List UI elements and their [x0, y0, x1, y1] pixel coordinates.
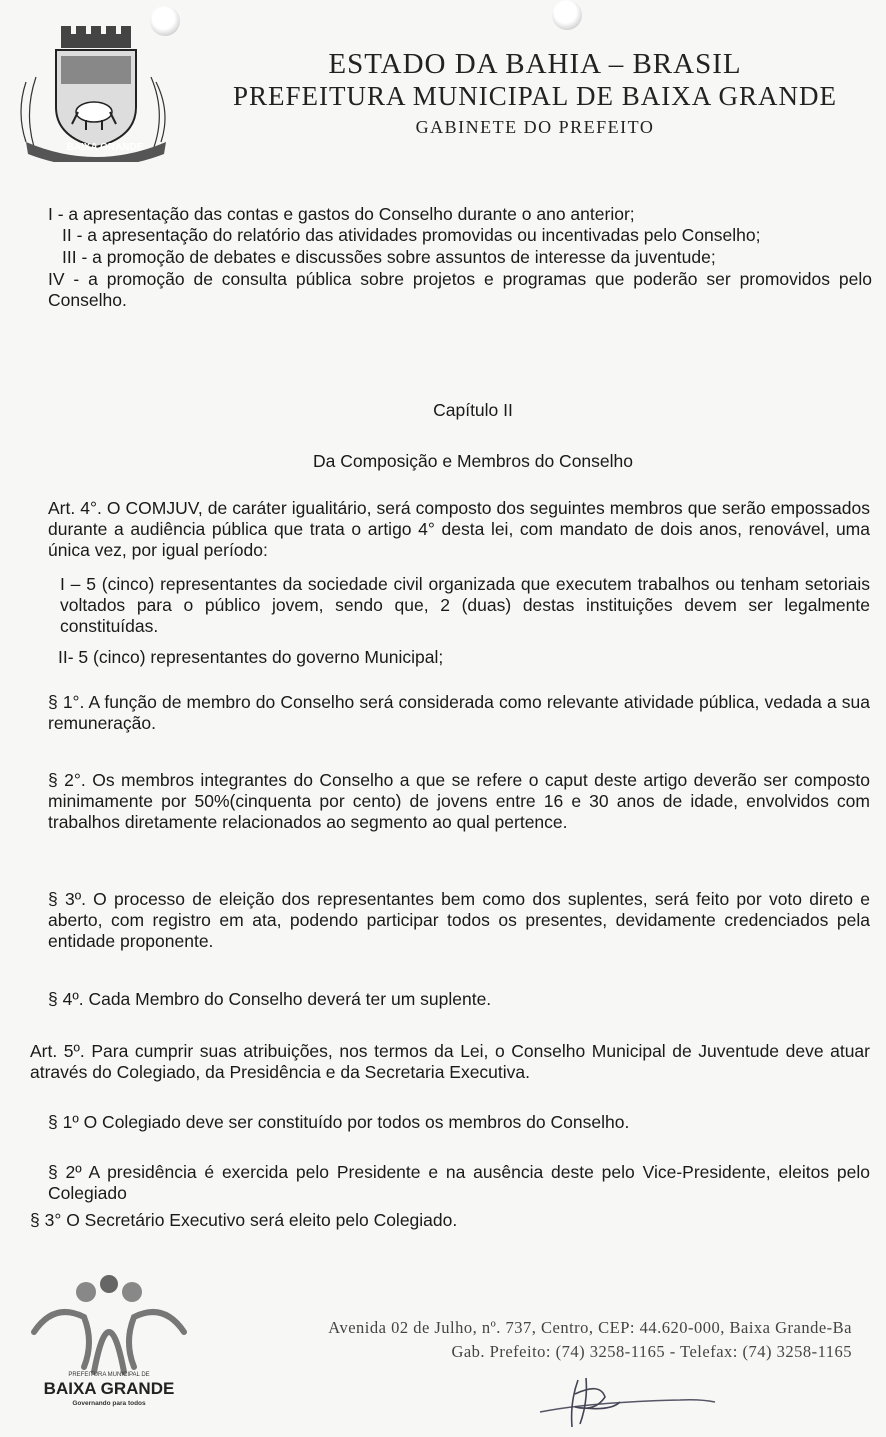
art4-paragraph-2: § 2°. Os membros integrantes do Conselho a que se refere o caput deste artigo deverão ser composto minimamente por 50%(cinquenta por cento) de jovens entre 16 e 30 anos de idade, envolvidos com trabalhos diretamente relacionados ao segmento ao qual pertence.: [48, 770, 870, 832]
art4-paragraph-3: § 3º. O processo de eleição dos representantes bem como dos suplentes, será feito por voto direto e aberto, com registro em ata, podendo participar todos os presentes, devidamente credenciados pela entidade proponente.: [48, 889, 870, 951]
art4-caput: Art. 4°. O COMJUV, de caráter igualitário, será composto dos seguintes membros que serão empossados durante a audiência pública que trata o artigo 4° desta lei, com mandato de dois anos, renovável, uma única vez, por igual período:: [48, 498, 870, 560]
phone-line: Gab. Prefeito: (74) 3258-1165 - Telefax: (74) 3258-1165: [451, 1342, 852, 1361]
punch-hole-right: [552, 0, 582, 30]
chapter-title: Capítulo II: [433, 400, 513, 420]
art4-paragraph-1: § 1°. A função de membro do Conselho será considerada como relevante atividade pública, vedada a sua remuneração.: [48, 692, 870, 733]
art5-caput: Art. 5º. Para cumprir suas atribuições, nos termos da Lei, o Conselho Municipal de Juventude deve atuar através do Colegiado, da Presidência e da Secretaria Executiva.: [30, 1041, 870, 1082]
list-item: IV - a promoção de consulta pública sobre projetos e programas que poderão ser promovidos pelo Conselho.: [48, 269, 872, 310]
art5-paragraph-2: § 2º A presidência é exercida pelo Presidente e na ausência deste pelo Vice-Presidente, eleitos pelo Colegiado: [48, 1162, 870, 1203]
svg-text:BAIXA GRANDE: BAIXA GRANDE: [43, 1379, 175, 1398]
footer-address: [232, 1316, 852, 1364]
list-item: I - a apresentação das contas e gastos do Conselho durante o ano anterior;: [48, 204, 635, 224]
letterhead: [190, 48, 880, 140]
list-item: II - a apresentação do relatório das atividades promovidas ou incentivadas pelo Conselho;: [62, 225, 761, 245]
signature: [530, 1372, 720, 1432]
art5-paragraph-3: § 3° O Secretário Executivo será eleito pelo Colegiado.: [30, 1210, 458, 1230]
art4-item1: I – 5 (cinco) representantes da sociedade civil organizada que executem trabalhos ou tenham setoriais voltados para o público jovem, sendo que, 2 (duas) destas instituições devem ser legalmente constituídas.: [60, 574, 870, 636]
office-heading: GABINETE DO PREFEITO: [415, 117, 655, 137]
list-item: III - a promoção de debates e discussões sobre assuntos de interesse da juventude;: [62, 247, 716, 267]
art4-paragraph-4: § 4º. Cada Membro do Conselho deverá ter um suplente.: [48, 989, 492, 1009]
svg-text:Governando para todos: Governando para todos: [72, 1400, 146, 1407]
svg-text:PREFEITURA MUNICIPAL DE: PREFEITURA MUNICIPAL DE: [68, 1372, 150, 1378]
crest-banner: [50, 135, 160, 157]
prefecture-heading: PREFEITURA MUNICIPAL DE BAIXA GRANDE: [232, 81, 838, 111]
intro-list: [48, 204, 872, 311]
art5-paragraph-1: § 1º O Colegiado deve ser constituído por todos os membros do Conselho.: [48, 1112, 630, 1132]
art4-item2: II- 5 (cinco) representantes do governo Municipal;: [58, 647, 444, 667]
prefecture-logo: [14, 1272, 204, 1412]
chapter-subtitle: Da Composição e Membros do Conselho: [312, 451, 634, 471]
svg-text:BAIXA GRANDE: BAIXA GRANDE: [66, 142, 144, 153]
state-heading: ESTADO DA BAHIA – BRASIL: [328, 48, 742, 80]
address-line: Avenida 02 de Julho, nº. 737, Centro, CEP: 44.620-000, Baixa Grande-Ba: [328, 1318, 852, 1337]
